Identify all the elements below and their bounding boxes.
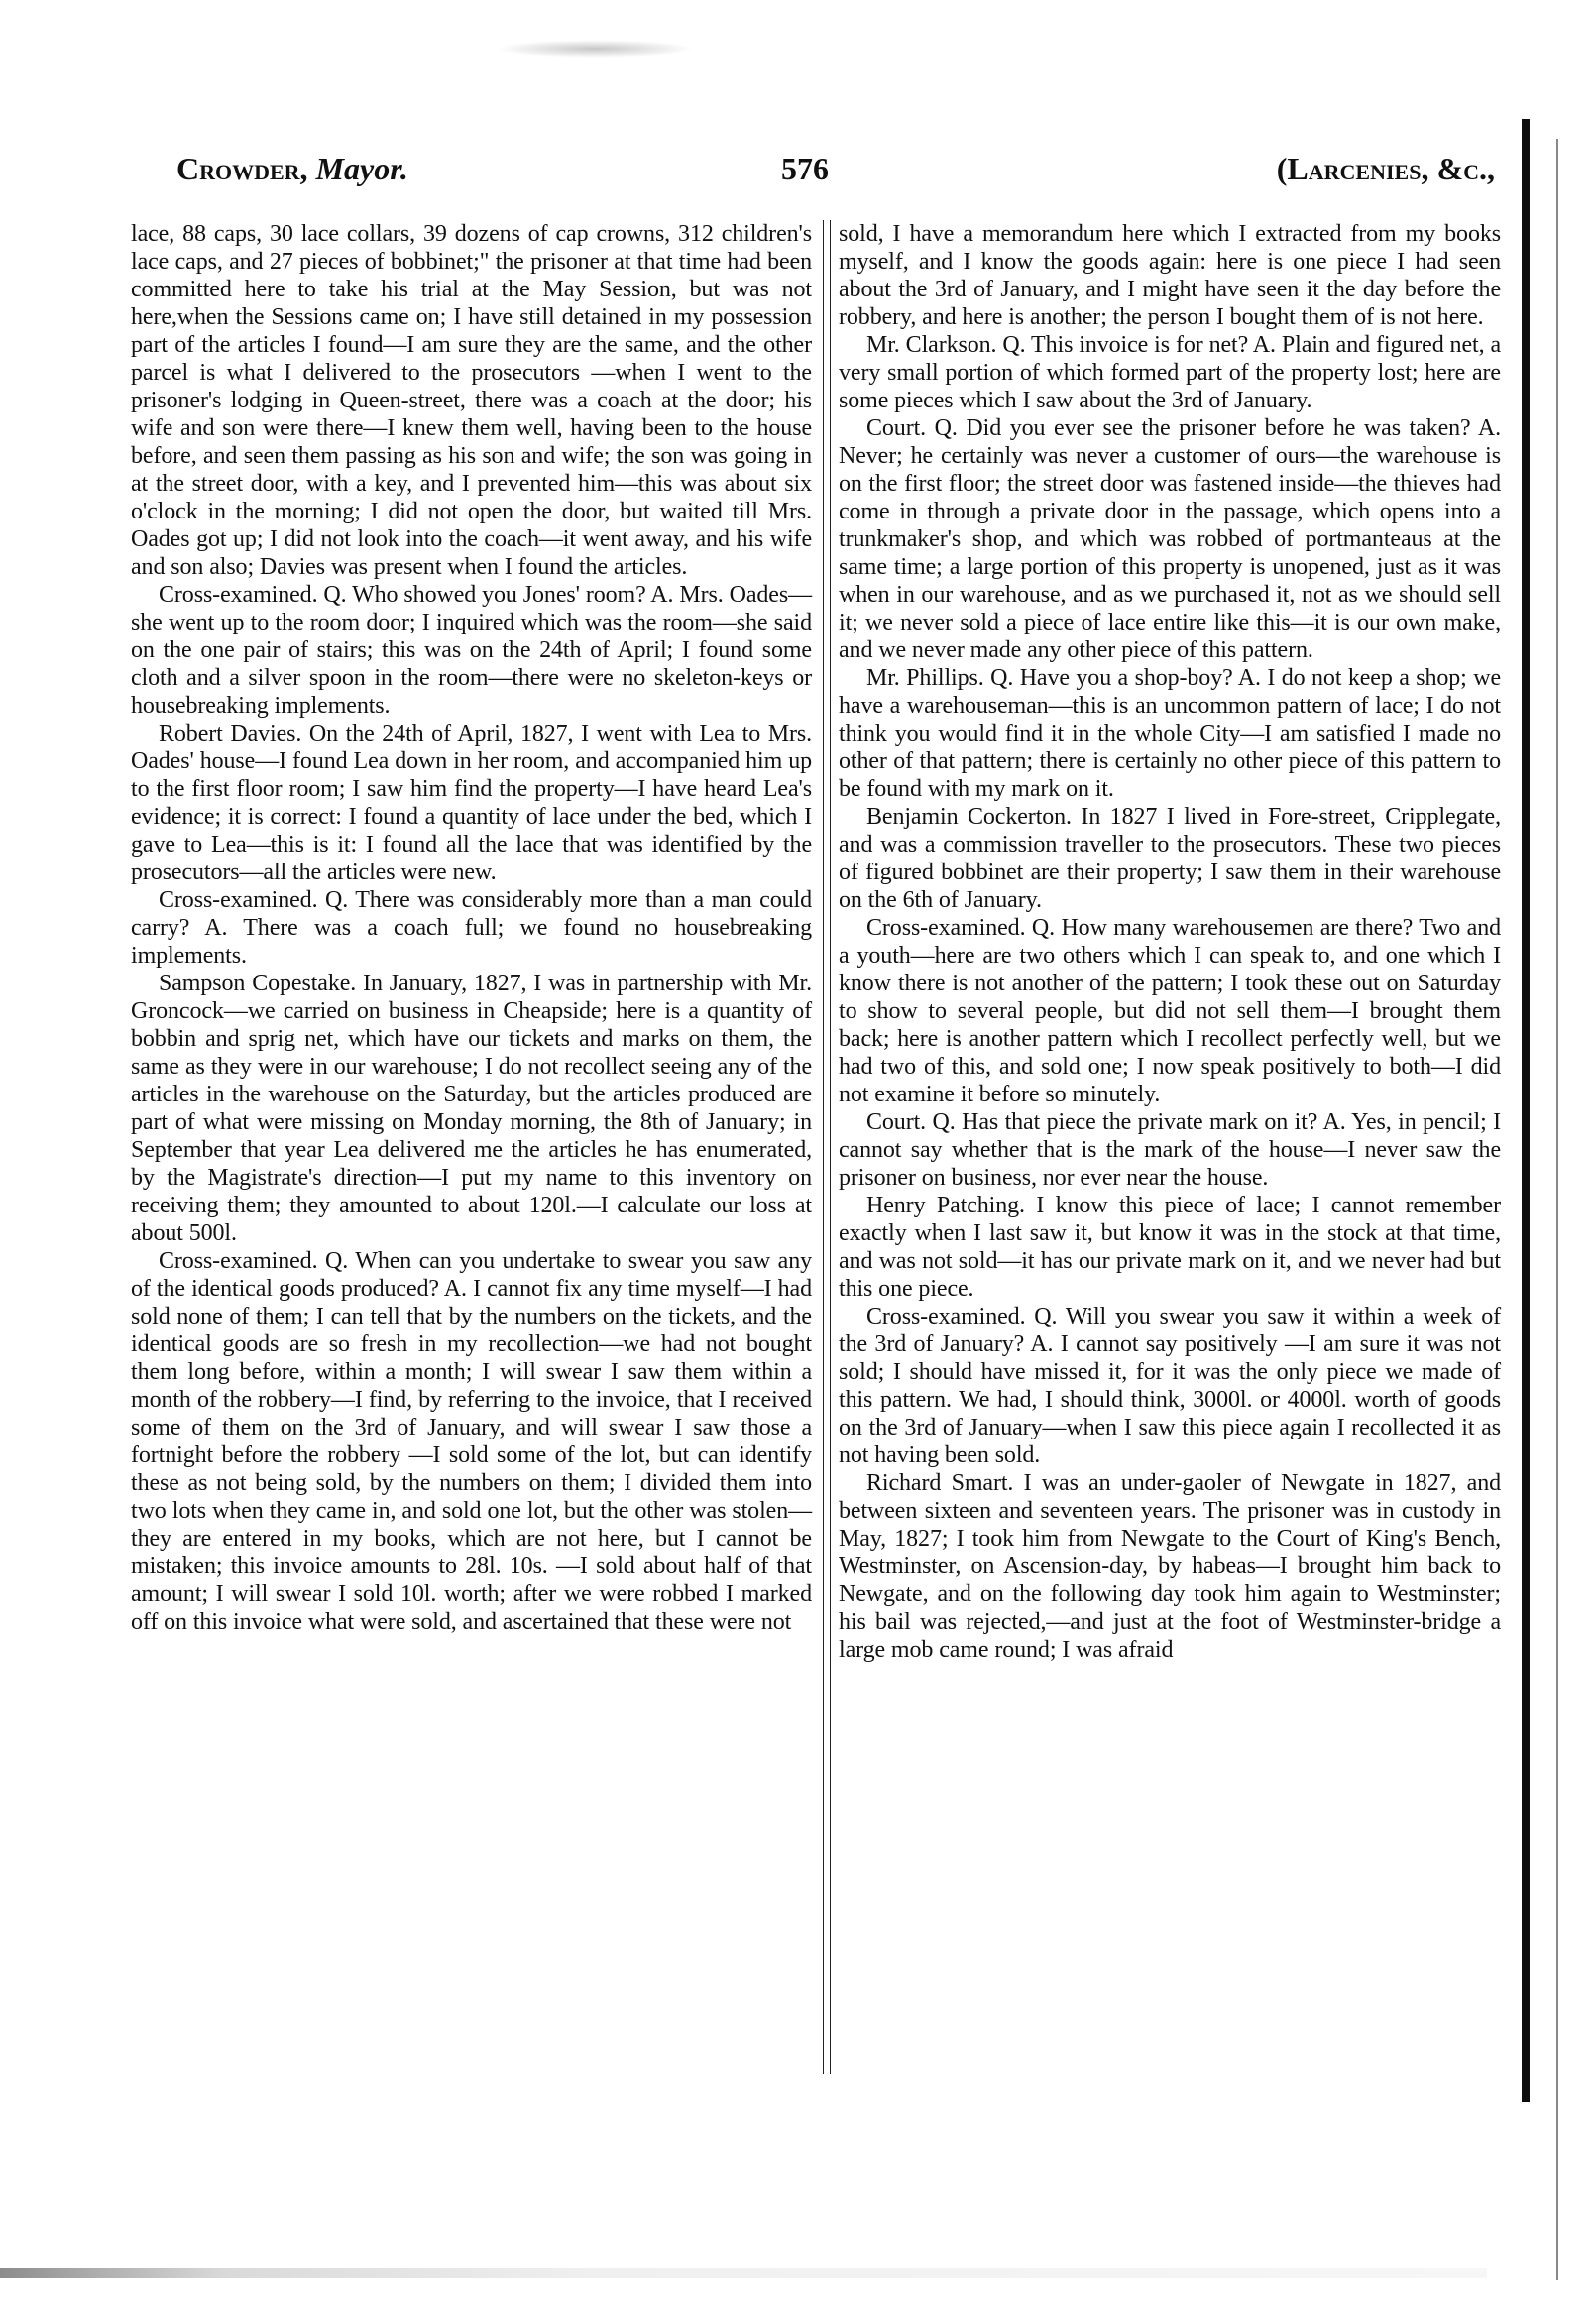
header-left: Crowder, Mayor. xyxy=(176,151,408,186)
right-column xyxy=(839,220,1501,1664)
running-header xyxy=(176,151,1495,190)
paragraph: Cross-examined. Q. Who showed you Jones' room? A. Mrs. Oades—she went up to the room door; I inquired which was the room—she said on the one pair of stairs; this was on the 24th of April; I found some cloth and a silver spoon in the room—there were no skeleton-keys or housebreaking implements. xyxy=(131,582,812,719)
page-number: 576 xyxy=(781,151,829,186)
paragraph: Cross-examined. Q. When can you undertake to swear you saw any of the identical goods produced? A. I cannot fix any time myself—I had sold none of them; I can tell that by the numbers on the tickets, and the identical goods are so fresh in my recollection—we had not bought them long before, within a month; I will swear I saw them within a month of the robbery—I find, by referring to the invoice, that I received some of them on the 3rd of January, and will swear I saw those a fortnight before the robbery —I sold some of the lot, but can identify these as not being sold, by the numbers on them; I divided them into two lots when they came in, and sold one lot, but the other was stolen—they are entered in my books, which are not here, but I cannot be mistaken; this invoice amounts to 28l. 10s. —I sold about half of that amount; I will swear I sold 10l. worth; after we were robbed I marked off on this invoice what were sold, and ascertained that these were not xyxy=(131,1248,812,1635)
paragraph: Court. Q. Has that piece the private mark on it? A. Yes, in pencil; I cannot say whether that is the mark of the house—I never saw the prisoner on business, nor ever near the house. xyxy=(839,1109,1501,1191)
paragraph: Cross-examined. Q. Will you swear you saw it within a week of the 3rd of January? A. I cannot say positively —I am sure it was not sold; I should have missed it, for it was the only piece we made of this pattern. We had, I should think, 3000l. or 4000l. worth of goods on the 3rd of January—when I saw this piece again I recollected it as not having been sold. xyxy=(839,1304,1501,1468)
paragraph: Richard Smart. I was an under-gaoler of Newgate in 1827, and between sixteen and seventeen years. The prisoner was in custody in May, 1827; I took him from Newgate to the Court of King's Bench, Westminster, on Ascension-day, by habeas—I brought him back to Newgate, and on the following day took him again to Westminster; his bail was rejected,—and just at the foot of Westminster-bridge a large mob came round; I was afraid xyxy=(839,1470,1501,1663)
paragraph: Cross-examined. Q. There was considerably more than a man could carry? A. There was a coach full; we found no housebreaking implements. xyxy=(131,887,812,969)
scan-streak xyxy=(0,2268,1487,2278)
scan-smudge xyxy=(496,40,694,58)
header-right: (Larcenies, &c., xyxy=(1276,151,1495,186)
paragraph: Cross-examined. Q. How many warehousemen are there? Two and a youth—here are two others which I can speak to, and one which I know there is not another of the pattern; I took these out on Saturday to show to several people, but did not sell them—I brought them back; here is another pattern which I recollect perfectly well, but we had two of this, and sold one; I now speak positively to both—I did not examine it before so minutely. xyxy=(839,915,1501,1107)
paragraph: sold, I have a memorandum here which I extracted from my books myself, and I know the goods again: here is one piece I had seen about the 3rd of January, and I might have seen it the day before the robbery, and here is another; the person I bought them of is not here. xyxy=(839,221,1501,330)
paragraph: Court. Q. Did you ever see the prisoner before he was taken? A. Never; he certainly was never a customer of ours—the warehouse is on the first floor; the street door was fastened inside—the thieves had come in through a private door in the passage, which opens into a trunkmaker's shop, and which was robbed of portmanteaus at the same time; a large portion of this property is unopened, just as it was when in our warehouse, and as we purchased it, not as we should sell it; we never sold a piece of lace entire like this—it is our own make, and we never made any other piece of this pattern. xyxy=(839,415,1501,663)
page-edge-bar xyxy=(1522,119,1530,2102)
paragraph: Robert Davies. On the 24th of April, 1827, I went with Lea to Mrs. Oades' house—I found Lea down in her room, and accompanied him up to the first floor room; I saw him find the property—I have heard Lea's evidence; it is correct: I found a quantity of lace under the bed, which I gave to Lea—this is it: I found all the lace that was identified by the prosecutors—all the articles were new. xyxy=(131,721,812,885)
paragraph: lace, 88 caps, 30 lace collars, 39 dozens of cap crowns, 312 children's lace caps, and 27 pieces of bobbinet;" the prisoner at that time had been committed here to take his trial at the May Session, but was not here,when the Sessions came on; I have still detained in my possession part of the articles I found—I am sure they are the same, and the other parcel is what I delivered to the prosecutors —when I went to the prisoner's lodging in Queen-street, there was a coach at the door; his wife and son were there—I knew them well, having been to the house before, and seen them passing as his son and wife; the son was going in at the street door, with a key, and I prevented him—this was about six o'clock in the morning; I did not open the door, but waited till Mrs. Oades got up; I did not look into the coach—it went away, and his wife and son also; Davies was present when I found the articles. xyxy=(131,221,812,580)
page-edge-line xyxy=(1556,139,1558,2280)
paragraph: Benjamin Cockerton. In 1827 I lived in Fore-street, Cripplegate, and was a commission traveller to the prosecutors. These two pieces of figured bobbinet are their property; I saw them in their warehouse on the 6th of January. xyxy=(839,804,1501,913)
column-divider xyxy=(823,220,831,2074)
paragraph: Henry Patching. I know this piece of lace; I cannot remember exactly when I last saw it, but know it was in the stock at that time, and was not sold—it has our private mark on it, and we never had but this one piece. xyxy=(839,1193,1501,1302)
paragraph: Mr. Clarkson. Q. This invoice is for net? A. Plain and figured net, a very small portion of which formed part of the property lost; here are some pieces which I saw about the 3rd of January. xyxy=(839,332,1501,413)
left-column xyxy=(131,220,812,1636)
paragraph: Sampson Copestake. In January, 1827, I was in partnership with Mr. Groncock—we carried on business in Cheapside; here is a quantity of bobbin and sprig net, which have our tickets and marks on them, the same as they were in our warehouse; I do not recollect seeing any of the articles in the warehouse on the Saturday, but the articles produced are part of what were missing on Monday morning, the 8th of January; in September that year Lea delivered me the articles he has enumerated, by the Magistrate's direction—I put my name to this inventory on receiving them; they amounted to about 120l.—I calculate our loss at about 500l. xyxy=(131,971,812,1246)
paragraph: Mr. Phillips. Q. Have you a shop-boy? A. I do not keep a shop; we have a warehouseman—this is an uncommon pattern of lace; I do not think you would find it in the whole City—I am satisfied I made no other of that pattern; there is certainly no other piece of this pattern to be found with my mark on it. xyxy=(839,665,1501,802)
